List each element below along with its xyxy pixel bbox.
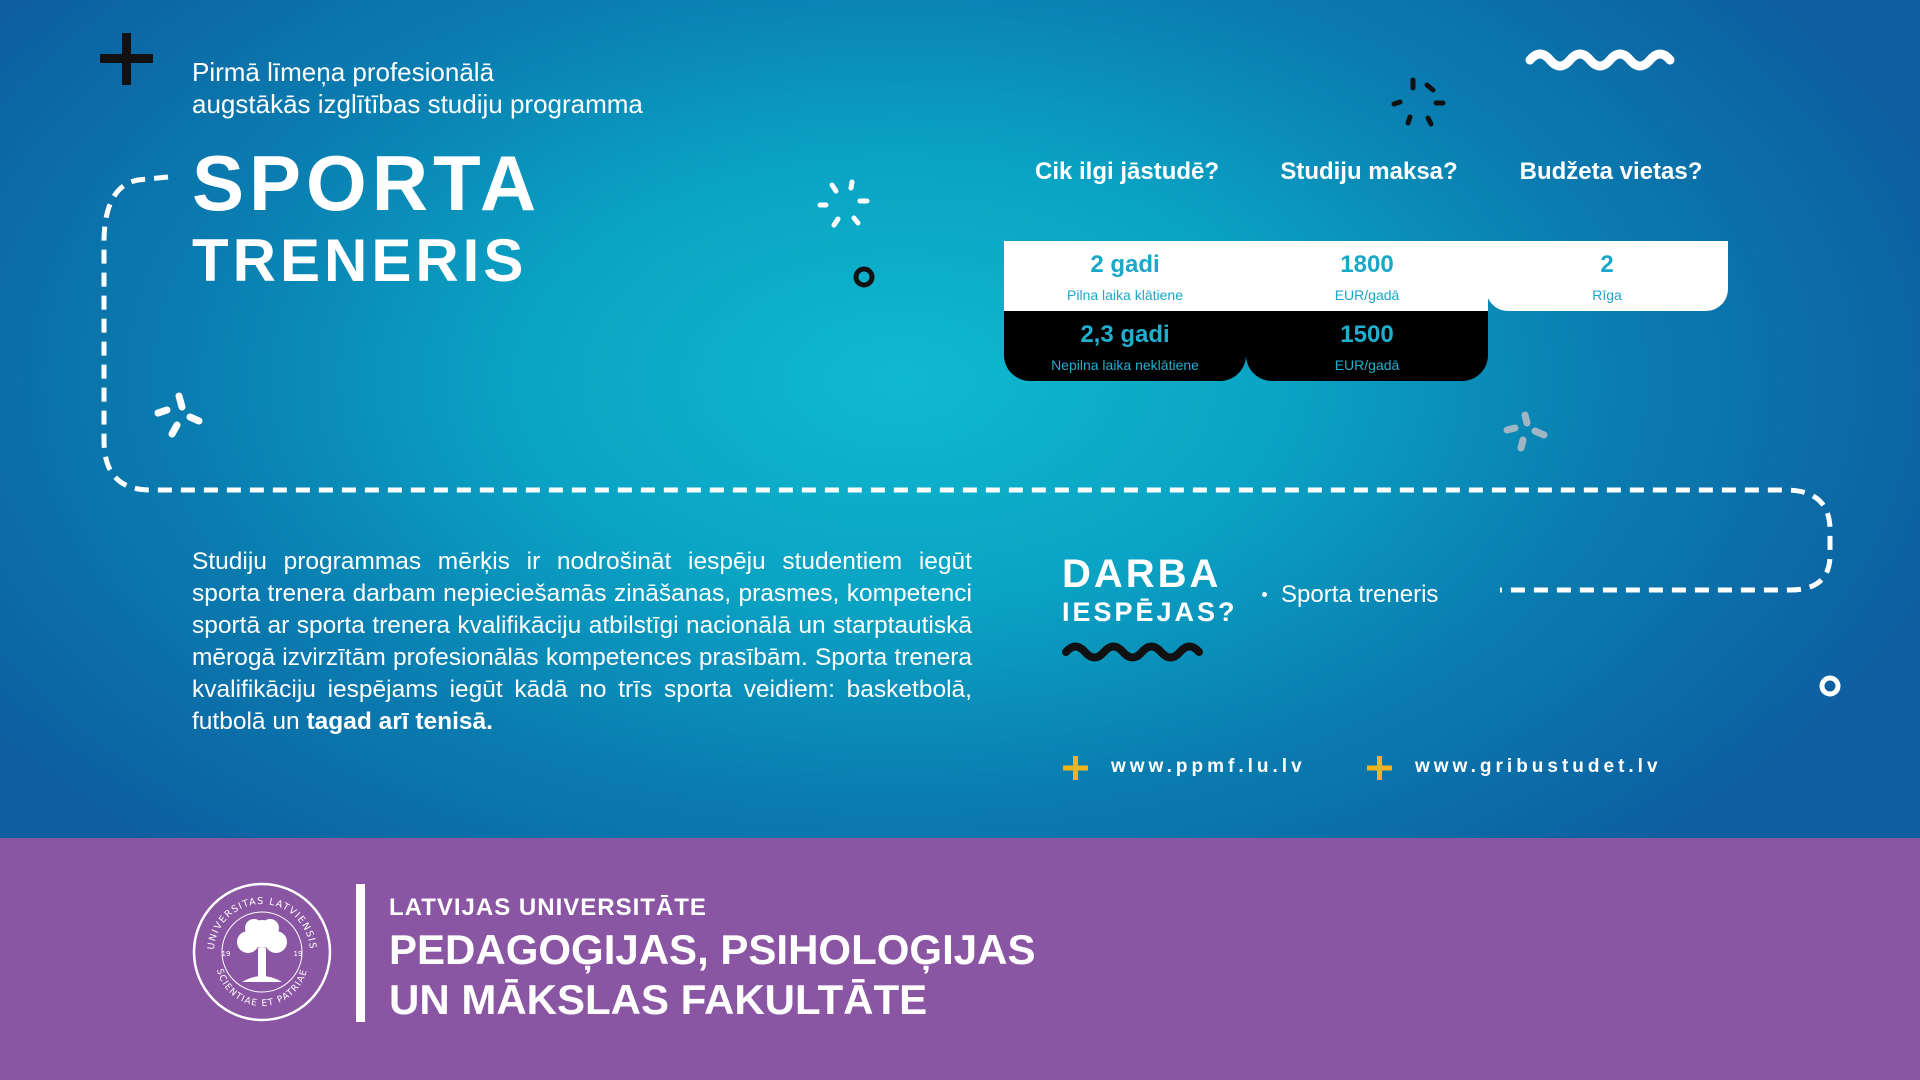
question-fee: Studiju maksa? — [1280, 158, 1458, 185]
spark-icon — [1507, 415, 1544, 448]
duration-parttime-label: Nepilna laika neklātiene — [1051, 357, 1199, 373]
program-description — [192, 546, 972, 738]
seal-year-left: 19 — [221, 950, 231, 958]
faculty-name-second: UN MĀKSLAS FAKULTĀTE — [389, 976, 928, 1023]
seal-top-text: UNIVERSITAS LATVIENSIS — [205, 895, 319, 951]
bullet-icon — [1262, 592, 1267, 597]
plus-icon — [1367, 756, 1392, 780]
link-gribustudet[interactable]: www.gribustudet.lv — [1415, 756, 1662, 777]
duration-fulltime-label: Pilna laika klātiene — [1067, 287, 1183, 303]
duration-fulltime-cell — [1004, 241, 1246, 311]
job-list-item — [1262, 580, 1438, 610]
footer-divider — [356, 884, 365, 1022]
fee-fulltime-value: 1800 — [1340, 251, 1394, 278]
wave-decoration — [1530, 54, 1670, 66]
duration-fulltime-value: 2 gadi — [1090, 251, 1160, 278]
link-ppmf[interactable]: www.ppmf.lu.lv — [1111, 756, 1306, 777]
budget-cell — [1486, 241, 1728, 311]
subtitle-line: Pirmā līmeņa profesionālā — [192, 57, 495, 87]
question-duration: Cik ilgi jāstudē? — [1034, 158, 1220, 185]
duration-parttime-cell — [1004, 311, 1246, 381]
subtitle-line: augstākās izglītības studiju programma — [192, 89, 643, 119]
wave-decoration — [1066, 647, 1199, 658]
program-subtitle — [192, 56, 832, 120]
spark-icon — [158, 396, 199, 434]
fee-parttime-value: 1500 — [1340, 321, 1394, 348]
jobs-heading: DARBA — [1062, 552, 1222, 596]
seal-year-right: 19 — [293, 950, 303, 958]
budget-value: 2 — [1600, 251, 1614, 278]
program-title: SPORTA — [192, 139, 542, 227]
plus-icon — [1063, 756, 1088, 780]
university-name: LATVIJAS UNIVERSITĀTE — [389, 894, 707, 921]
seal-bottom-text: SCIENTIAE ET PATRIAE — [214, 967, 310, 1010]
program-title-second: TRENERIS — [192, 227, 528, 294]
ring-icon — [1822, 678, 1838, 694]
fee-fulltime-label: EUR/gadā — [1334, 287, 1400, 303]
description-text: Studiju programmas mērķis ir nodrošināt iespēju studentiem iegūt sporta trenera darbam nepieciešamās zināšanas, prasmes, kompetenci sportā ar sporta trenera kvalifikāciju atbilstīgi nacionālā un starptautiskā mērogā izvirzītām profesionālās kompetences prasībām. Sporta trenera kvalifikāciju iespējams iegūt kādā no trīs sporta veidiem: basketbolā, futbolā un — [192, 548, 972, 735]
jobs-heading-second: IESPĒJAS? — [1062, 597, 1238, 627]
ring-icon — [856, 269, 872, 285]
fee-fulltime-cell — [1246, 241, 1488, 311]
job-label: Sporta treneris — [1281, 581, 1439, 608]
budget-label: Rīga — [1592, 287, 1622, 303]
university-seal — [192, 882, 332, 1022]
sparkle-icon — [820, 182, 867, 225]
description-highlight: tagad arī tenisā. — [306, 708, 493, 735]
sparkle-icon — [1394, 80, 1443, 124]
faculty-name: PEDAGOĢIJAS, PSIHOLOĢIJAS — [389, 926, 1036, 973]
fee-parttime-label: EUR/gadā — [1334, 357, 1400, 373]
question-budget: Budžeta vietas? — [1519, 158, 1703, 185]
fee-parttime-cell — [1246, 311, 1488, 381]
tree-icon — [237, 919, 287, 982]
duration-parttime-value: 2,3 gadi — [1080, 321, 1170, 348]
plus-icon — [100, 33, 153, 85]
